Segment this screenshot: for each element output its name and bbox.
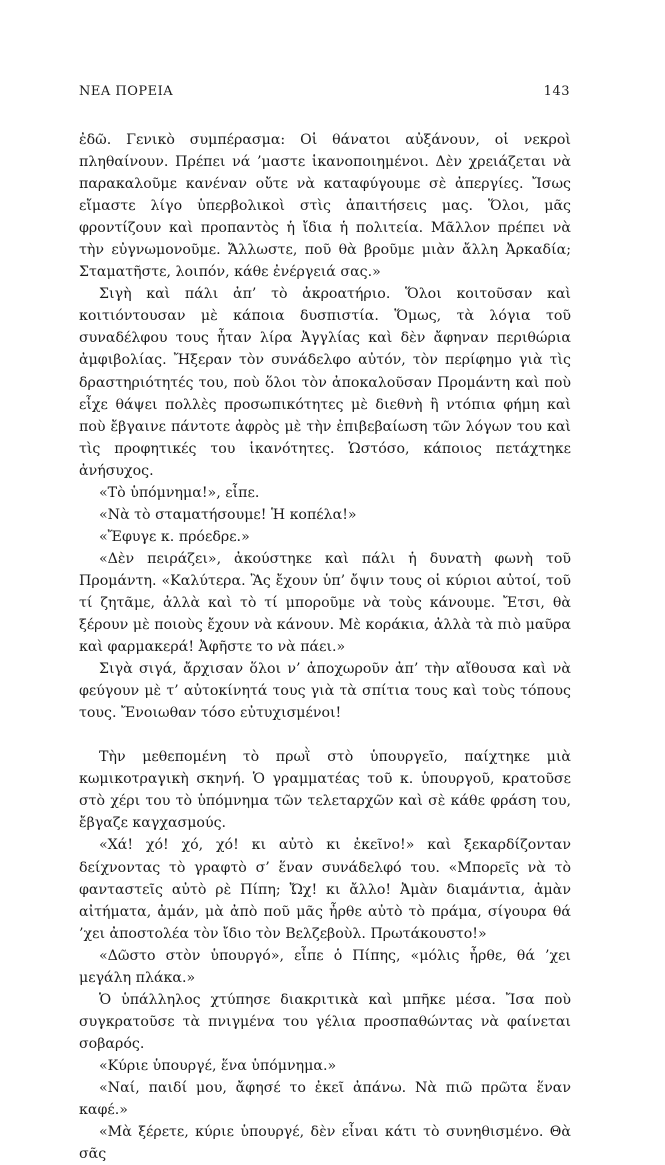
paragraph: ἐδῶ. Γενικὸ συμπέρασμα: Οἱ θάνατοι αὐξάνουν, οἱ νεκροὶ πληθαίνουν. Πρέπει νά ’μαστε ἱκανοποιημένοι. Δὲν χρειάζεται νὰ παρακαλοῦμε κανέναν οὔτε νὰ καταφύγουμε σὲ ἀπεργίες. Ἴσως εἴμαστε λίγο ὑπερβολικοὶ στὶς ἀπαιτήσεις μας. Ὅλοι, μᾶς φροντίζουν καὶ προπαντὸς ἡ ἴδια ἡ πολιτεία. Μᾶλλον πρέπει νὰ τὴν εὐγνωμονοῦμε. Ἄλλωστε, ποῦ θὰ βροῦμε μιὰν ἄλλη Ἀρκαδία; Σταματῆστε, λοιπόν, κάθε ἐνέργειά σας.» bbox=[79, 132, 571, 281]
paragraph: Ὁ ὑπάλληλος χτύπησε διακριτικὰ καὶ μπῆκε μέσα. Ἴσα ποὺ συγκρατοῦσε τὰ πνιγμένα του γέλια προσπαθώντας νὰ φαίνεται σοβαρός. bbox=[79, 991, 571, 1052]
body-text bbox=[79, 129, 571, 1165]
paragraph: «Τὸ ὑπόμνημα!», εἶπε. bbox=[99, 484, 260, 501]
paragraph: «Δῶστο στὸν ὑπουργό», εἶπε ὁ Πίπης, «μόλις ἦρθε, θά ’χει μεγάλη πλάκα.» bbox=[79, 947, 571, 986]
paragraph: «Χά! χό! χό, χό! κι αὐτὸ κι ἐκεῖνο!» καὶ ξεκαρδίζονταν δείχνοντας τὸ γραφτὸ σ’ ἕναν συνάδελφό του. «Μπορεῖς νὰ τὸ φανταστεῖς αὐτὸ ρὲ Πίπη; Ὤχ! κι ἄλλο! Ἀμὰν διαμάντια, ἀμὰν αἰτήματα, ἀμάν, μὰ ἀπὸ ποῦ μᾶς ἦρθε αὐτὸ τὸ πράμα, σίγουρα θά ’χει ἀποστολέα τὸν ἴδιο τὸν Βελζεβοὺλ. Πρωτάκουστο!» bbox=[79, 837, 571, 942]
paragraph: Τὴν μεθεπομένη τὸ πρωῒ στὸ ὑπουργεῖο, παίχτηκε μιὰ κωμικοτραγικὴ σκηνή. Ὁ γραμματέας τοῦ κ. ὑπουργοῦ, κρατοῦσε στὸ χέρι του τὸ ὑπόμνημα τῶν τελεταρχῶν καὶ σὲ κάθε φράση του, ἔβγαζε καγχασμούς. bbox=[79, 749, 571, 832]
paragraph: «Κύριε ὑπουργέ, ἕνα ὑπόμνημα.» bbox=[99, 1057, 337, 1074]
paragraph: «Δὲν πειράζει», ἀκούστηκε καὶ πάλι ἡ δυνατὴ φωνὴ τοῦ Προμάντη. «Καλύτερα. Ἂς ἔχουν ὑπ’ ὄψιν τους οἱ κύριοι αὐτοί, τοῦ τί ζητᾶμε, ἀλλὰ καὶ τὸ τί μποροῦμε νὰ τοὺς κάνουμε. Ἔτσι, θὰ ξέρουν μὲ ποιοὺς ἔχουν νὰ κάνουν. Μὲ κοράκια, ἀλλὰ τὰ πιὸ μαῦρα καὶ φαρμακερά! Ἀφῆστε το νὰ πάει.» bbox=[79, 550, 571, 656]
page-number: 143 bbox=[543, 84, 570, 99]
paragraph: Σιγὰ σιγά, ἄρχισαν ὅλοι ν’ ἀποχωροῦν ἀπ’ τὴν αἴθουσα καὶ νὰ φεύγουν μὲ τ’ αὐτοκίνητά τους γιὰ τὰ σπίτια τους καὶ τοὺς τόπους τους. Ἔνοιωθαν τόσο εὐτυχισμένοι! bbox=[79, 661, 571, 722]
running-title: ΝΕΑ ΠΟΡΕΙΑ bbox=[79, 84, 174, 99]
paragraph: «Ἔφυγε κ. πρόεδρε.» bbox=[99, 528, 250, 545]
paragraph: «Μὰ ξέρετε, κύριε ὑπουργέ, δὲν εἶναι κάτι τὸ συνηθισμένο. Θὰ σᾶς bbox=[79, 1124, 571, 1163]
page-header bbox=[79, 84, 570, 99]
paragraph: «Ναί, παιδί μου, ἄφησέ το ἐκεῖ ἀπάνω. Νὰ πιῶ πρῶτα ἕναν καφέ.» bbox=[79, 1079, 571, 1119]
paragraph: Σιγὴ καὶ πάλι ἀπ’ τὸ ἀκροατήριο. Ὅλοι κοιτοῦσαν καὶ κοιτιόντουσαν μὲ κάποια δυσπιστία. Ὅμως, τὰ λόγια τοῦ συναδέλφου τους ἦταν λίρα Ἀγγλίας καὶ δὲν ἄφηναν περιθώρια ἀμφιβολίας. Ἤξεραν τὸν συνάδελφο αὐτόν, τὸν περίφημο γιὰ τὶς δραστηριότητές του, ποὺ ὅλοι τὸν ἀποκαλοῦσαν Προμάντη καὶ ποὺ εἶχε θάψει πολλὲς προσωπικότητες μὲ διεθνὴ ἢ ντόπια φήμη καὶ ποὺ ἔβγαινε πάντοτε ἀφρὸς μὲ τὴν ἐπιβεβαίωση τῶν λόγων του καὶ τὶς προφητικές του ἱκανότητες. Ὡστόσο, κάποιος πετάχτηκε ἀνήσυχος. bbox=[79, 286, 571, 479]
paragraph: «Νὰ τὸ σταματήσουμε! Ἡ κοπέλα!» bbox=[99, 506, 357, 523]
